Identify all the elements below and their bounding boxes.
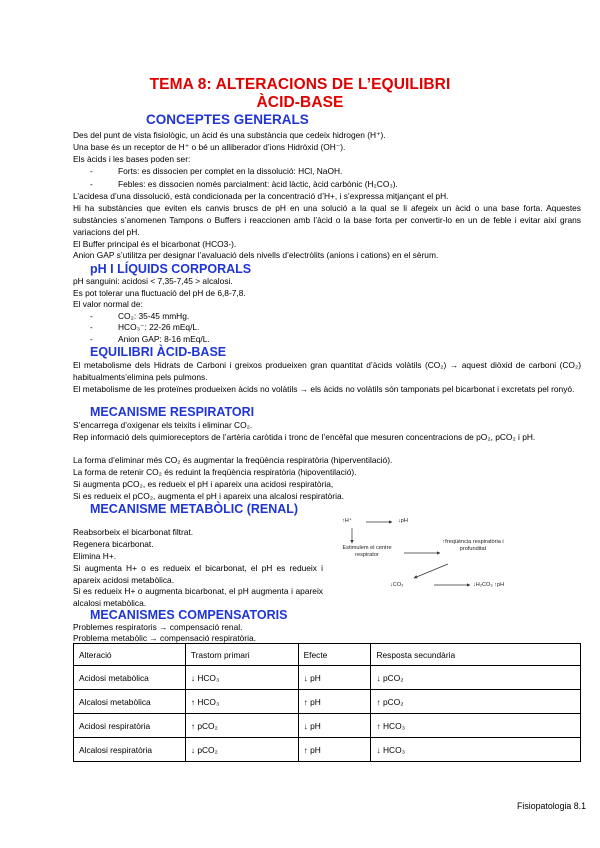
table-cell: ↓ pCO₂ bbox=[371, 666, 581, 690]
heading-ph-liquids: pH I LÍQUIDS CORPORALS bbox=[90, 262, 252, 276]
page-title-line-2: ÀCID-BASE bbox=[256, 94, 344, 111]
table-cell: ↑ HCO₃ bbox=[185, 690, 298, 714]
heading-mecanisme-metabolic: MECANISME METABÒLIC (RENAL) bbox=[90, 502, 299, 516]
metabolic-line-3: Elimina H+. bbox=[73, 551, 117, 561]
table-header-cell: Efecte bbox=[298, 644, 371, 666]
diagram-freq-respiratoria: ↑freqüència respiratòria i profunditat bbox=[442, 539, 504, 552]
table-header-cell: Trastorn primari bbox=[185, 644, 298, 666]
metabolic-line-5: Si es redueix H+ o augmenta bicarbonat, el pH augmenta i apareix alcalosi metabòlica. bbox=[73, 586, 323, 608]
respiratori-line-5: Si augmenta pCO₂, es redueix el pH i apareix una acidosi respiratòria, bbox=[73, 479, 334, 489]
table-cell: ↓ HCO₃ bbox=[371, 738, 581, 762]
ph-line-1: pH sanguini: acidosi < 7,35-7,45 > alcalosi. bbox=[73, 276, 233, 286]
metabolic-line-2: Regenera bicarbonat. bbox=[73, 539, 154, 549]
respiratori-line-6: Si es redueix el pCO₂, augmenta el pH i apareix una alcalosi respiratòria. bbox=[73, 491, 344, 501]
diagram-centre-respirator: Estimulem el centre respirator bbox=[342, 545, 392, 558]
ph-bullet-3: - Anion GAP: 8-16 mEq/L. bbox=[90, 334, 210, 344]
heading-equilibri-acid-base: EQUILIBRI ÀCID-BASE bbox=[90, 345, 227, 359]
page-title-line-1: TEMA 8: ALTERACIONS DE L’EQUILIBRI bbox=[149, 76, 451, 93]
table-header-cell: Resposta secundària bbox=[371, 644, 581, 666]
table-cell: ↓ pCO₂ bbox=[185, 738, 298, 762]
page-footer: Fisiopatologia 8.1 bbox=[517, 801, 586, 811]
table-cell: ↓ HCO₃ bbox=[185, 666, 298, 690]
concepts-line-7: Anion GAP s’utilitza per designar l’avaluació dels nivells d’electròlits (anions i cations) en el sèrum. bbox=[73, 250, 439, 260]
table-cell: ↑ pCO₂ bbox=[185, 714, 298, 738]
table-cell: ↑ pH bbox=[298, 690, 371, 714]
table-row bbox=[74, 714, 581, 738]
heading-conceptes-generals: CONCEPTES GENERALS bbox=[146, 112, 309, 127]
table-cell: ↑ pCO₂ bbox=[371, 690, 581, 714]
table-row bbox=[74, 738, 581, 762]
table-row bbox=[74, 666, 581, 690]
concepts-bullet-1: - Forts: es dissocien per complet en la dissolució: HCl, NaOH. bbox=[90, 166, 343, 176]
respiratori-line-2: Rep informació dels quimioreceptors de l’artèria caròtida i tronc de l’encèfal que mesuren concentracions de pO₂, pCO₂ i pH. bbox=[73, 432, 536, 442]
equilibri-line-2: El metabolisme de les proteïnes produeixen àcids no volàtils → els àcids no volàtils són tamponats pel bicarbonat i excretats pel ronyó. bbox=[73, 384, 575, 394]
table-header-cell: Alteració bbox=[74, 644, 186, 666]
table-row bbox=[74, 690, 581, 714]
concepts-line-4: L’acidesa d’una dissolució, està condicionada per la concentració d’H+, i s’expressa mitjançant el pH. bbox=[73, 191, 449, 201]
arrow-freq-to-co2 bbox=[414, 564, 448, 578]
diagram-co2-down: ↓CO₂ bbox=[390, 582, 404, 588]
respiratori-line-3: La forma d’eliminar més CO₂ és augmentar la freqüència respiratòria (hiperventilació). bbox=[73, 455, 393, 465]
respiratori-line-1: S’encarrega d’oxigenar els teixits i eliminar CO₂. bbox=[73, 420, 253, 430]
table-cell: Acidosi metabòlica bbox=[74, 666, 186, 690]
table-cell: ↓ pH bbox=[298, 666, 371, 690]
diagram-ph-down: ↓pH bbox=[398, 518, 408, 524]
concepts-line-2: Una base és un receptor de H⁺ o bé un alliberador d’ions Hidròxid (OH⁻). bbox=[73, 142, 346, 152]
respiratori-line-4: La forma de retenir CO₂ és reduint la freqüència respiratòria (hipoventilació). bbox=[73, 467, 357, 477]
compensation-flow-diagram bbox=[330, 512, 535, 592]
equilibri-line-1: El metabolisme dels Hidrats de Carboni i greixos produeixen gran quantitat d’àcids volàtils (CO₂) → aquest diòxid de carboni (CO₂) habitualments’elimina pels pulmons. bbox=[73, 360, 581, 382]
heading-mecanisme-respiratori: MECANISME RESPIRATORI bbox=[90, 405, 255, 419]
metabolic-line-4: Si augmenta H+ o es redueix el bicarbonat, el pH es redueix i apareix acidosi metabòlica. bbox=[73, 563, 323, 585]
table-cell: ↓ pH bbox=[298, 714, 371, 738]
diagram-h2co3-ph: ↓H₂CO₃ ↑pH bbox=[473, 582, 505, 588]
heading-mecanismes-compensatoris: MECANISMES COMPENSATORIS bbox=[90, 608, 288, 622]
concepts-line-1: Des del punt de vista fisiològic, un àcid és una substància que cedeix hidrogen (H⁺). bbox=[73, 130, 386, 140]
diagram-h-up: ↑H⁺ bbox=[342, 518, 352, 524]
compensation-table bbox=[73, 643, 581, 762]
compensatoris-line-2: Problema metabòlic → compensació respiratòria. bbox=[73, 633, 256, 643]
table-cell: Alcalosi respiratòria bbox=[74, 738, 186, 762]
compensatoris-line-1: Problemes respiratoris → compensació renal. bbox=[73, 622, 243, 632]
metabolic-line-1: Reabsorbeix el bicarbonat filtrat. bbox=[73, 527, 194, 537]
concepts-line-3: Els àcids i les bases poden ser: bbox=[73, 154, 191, 164]
table-cell: Acidosi respiratòria bbox=[74, 714, 186, 738]
concepts-line-6: El Buffer principal és el bicarbonat (HCO3-). bbox=[73, 239, 237, 249]
table-cell: Alcalosi metabòlica bbox=[74, 690, 186, 714]
table-cell: ↑ pH bbox=[298, 738, 371, 762]
ph-line-3: El valor normal de: bbox=[73, 299, 143, 309]
table-cell: ↑ HCO₃ bbox=[371, 714, 581, 738]
ph-line-2: Es pot tolerar una fluctuació del pH de 6,8-7,8. bbox=[73, 288, 246, 298]
concepts-line-5: Hi ha substàncies que eviten els canvis bruscs de pH en una solució a la qual se li afegeix un àcid o una base forta. Aquestes substàncies s’anomenen Tampons o Buffers i reaccionen amb l’àcid o la base forta per convertir-lo en un de feble i evitar així grans variacions del pH. bbox=[73, 203, 581, 237]
ph-bullet-1: - CO₂: 35-45 mmHg. bbox=[90, 311, 190, 321]
ph-bullet-2: - HCO₃⁻: 22-26 mEq/L. bbox=[90, 322, 200, 332]
table-header-row bbox=[74, 644, 581, 666]
concepts-bullet-2: - Febles: es dissocien només parcialment: àcid làctic, àcid carbònic (H₂CO₃). bbox=[90, 179, 398, 189]
